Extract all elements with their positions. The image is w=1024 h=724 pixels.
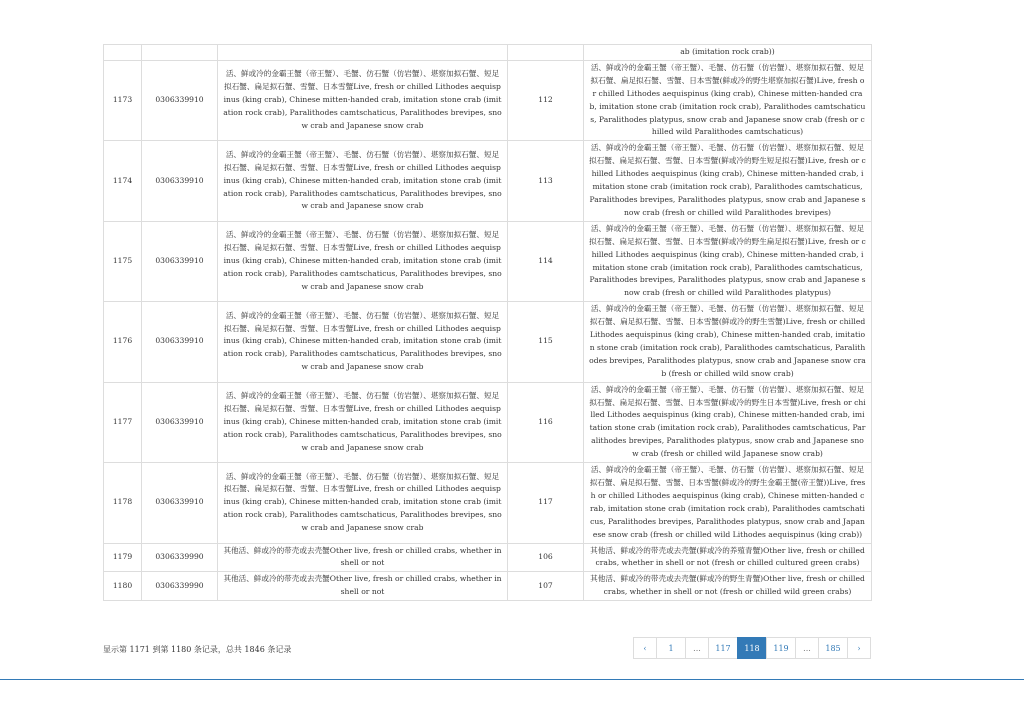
pagination-page-119[interactable]: 119 (766, 637, 796, 659)
cell-index: 1173 (104, 60, 142, 140)
cell-description: 活、鲜或冷的金霸王蟹（帝王蟹）、毛蟹、仿石蟹（仿岩蟹）、堪察加拟石蟹、短足拟石蟹、扁足拟石蟹、雪蟹、日本雪蟹Live, fresh or chilled Lithodes aequispinus (king crab), Chinese mitten-handed crab, imitation stone crab (imitation rock crab), Paralithodes camtschaticus, Paralithodes brevipes, snow crab and Japanese snow crab (218, 382, 508, 462)
cell-number (508, 45, 584, 61)
cell-number: 114 (508, 221, 584, 301)
cell-index: 1177 (104, 382, 142, 462)
cell-detail: 活、鲜或冷的金霸王蟹（帝王蟹）、毛蟹、仿石蟹（仿岩蟹）、堪察加拟石蟹、短足拟石蟹、扁足拟石蟹、雪蟹、日本雪蟹(鲜或冷的野生金霸王蟹(帝王蟹))Live, fresh or chilled Lithodes aequispinus (king crab), Chinese mitten-handed crab, imitation stone crab (imitation rock crab), Paralithodes camtschaticus, Paralithodes brevipes, Paralithodes platypus, snow crab and Japanese snow crab (fresh or chilled wild Lithodes aequispinus (king crab)) (584, 463, 872, 543)
cell-index: 1174 (104, 141, 142, 221)
table-row (104, 382, 872, 462)
cell-description: 其他活、鲜或冷的带壳或去壳蟹Other live, fresh or chilled crabs, whether in shell or not (218, 572, 508, 601)
table-row (104, 302, 872, 382)
table-row (104, 141, 872, 221)
pagination-page-1[interactable]: 1 (656, 637, 686, 659)
cell-description: 活、鲜或冷的金霸王蟹（帝王蟹）、毛蟹、仿石蟹（仿岩蟹）、堪察加拟石蟹、短足拟石蟹、扁足拟石蟹、雪蟹、日本雪蟹Live, fresh or chilled Lithodes aequispinus (king crab), Chinese mitten-handed crab, imitation stone crab (imitation rock crab), Paralithodes camtschaticus, Paralithodes brevipes, snow crab and Japanese snow crab (218, 60, 508, 140)
cell-code: 0306339910 (142, 382, 218, 462)
cell-description: 活、鲜或冷的金霸王蟹（帝王蟹）、毛蟹、仿石蟹（仿岩蟹）、堪察加拟石蟹、短足拟石蟹、扁足拟石蟹、雪蟹、日本雪蟹Live, fresh or chilled Lithodes aequispinus (king crab), Chinese mitten-handed crab, imitation stone crab (imitation rock crab), Paralithodes camtschaticus, Paralithodes brevipes, snow crab and Japanese snow crab (218, 221, 508, 301)
cell-number: 116 (508, 382, 584, 462)
table-row (104, 45, 872, 61)
cell-detail: 活、鲜或冷的金霸王蟹（帝王蟹）、毛蟹、仿石蟹（仿岩蟹）、堪察加拟石蟹、短足拟石蟹、扁足拟石蟹、雪蟹、日本雪蟹(鲜或冷的野生短足拟石蟹)Live, fresh or chilled Lithodes aequispinus (king crab), Chinese mitten-handed crab, imitation stone crab (imitation rock crab), Paralithodes camtschaticus, Paralithodes brevipes, Paralithodes platypus, snow crab and Japanese snow crab (fresh or chilled wild Paralithodes brevipes) (584, 141, 872, 221)
cell-number: 107 (508, 572, 584, 601)
cell-number: 106 (508, 543, 584, 572)
cell-code (142, 45, 218, 61)
table-row (104, 572, 872, 601)
records-table (103, 44, 872, 601)
cell-number: 112 (508, 60, 584, 140)
pagination-prev-button[interactable]: ‹ (633, 637, 657, 659)
pagination-page-118-current[interactable]: 118 (737, 637, 767, 659)
cell-code: 0306339910 (142, 463, 218, 543)
cell-code: 0306339990 (142, 572, 218, 601)
cell-description: 活、鲜或冷的金霸王蟹（帝王蟹）、毛蟹、仿石蟹（仿岩蟹）、堪察加拟石蟹、短足拟石蟹、扁足拟石蟹、雪蟹、日本雪蟹Live, fresh or chilled Lithodes aequispinus (king crab), Chinese mitten-handed crab, imitation stone crab (imitation rock crab), Paralithodes camtschaticus, Paralithodes brevipes, snow crab and Japanese snow crab (218, 302, 508, 382)
cell-index: 1176 (104, 302, 142, 382)
cell-index: 1179 (104, 543, 142, 572)
cell-description: 活、鲜或冷的金霸王蟹（帝王蟹）、毛蟹、仿石蟹（仿岩蟹）、堪察加拟石蟹、短足拟石蟹、扁足拟石蟹、雪蟹、日本雪蟹Live, fresh or chilled Lithodes aequispinus (king crab), Chinese mitten-handed crab, imitation stone crab (imitation rock crab), Paralithodes camtschaticus, Paralithodes brevipes, snow crab and Japanese snow crab (218, 463, 508, 543)
cell-number: 117 (508, 463, 584, 543)
table-row (104, 463, 872, 543)
cell-detail: ab (imitation rock crab)) (584, 45, 872, 61)
table-row (104, 60, 872, 140)
cell-code: 0306339910 (142, 141, 218, 221)
cell-number: 115 (508, 302, 584, 382)
cell-detail: 其他活、鲜或冷的带壳或去壳蟹(鲜或冷的野生青蟹)Other live, fresh or chilled crabs, whether in shell or not (fresh or chilled wild green crabs) (584, 572, 872, 601)
table-row (104, 543, 872, 572)
pagination-page-185[interactable]: 185 (818, 637, 848, 659)
cell-detail: 其他活、鲜或冷的带壳或去壳蟹(鲜或冷的养殖青蟹)Other live, fresh or chilled crabs, whether in shell or not (fresh or chilled cultured green crabs) (584, 543, 872, 572)
cell-index: 1180 (104, 572, 142, 601)
pagination (634, 637, 871, 659)
cell-description: 其他活、鲜或冷的带壳或去壳蟹Other live, fresh or chilled crabs, whether in shell or not (218, 543, 508, 572)
cell-description (218, 45, 508, 61)
table-row (104, 221, 872, 301)
cell-detail: 活、鲜或冷的金霸王蟹（帝王蟹）、毛蟹、仿石蟹（仿岩蟹）、堪察加拟石蟹、短足拟石蟹、扁足拟石蟹、雪蟹、日本雪蟹(鲜或冷的野生日本雪蟹)Live, fresh or chilled Lithodes aequispinus (king crab), Chinese mitten-handed crab, imitation stone crab (imitation rock crab), Paralithodes camtschaticus, Paralithodes brevipes, Paralithodes platypus, snow crab and Japanese snow crab (fresh or chilled wild Japanese snow crab) (584, 382, 872, 462)
cell-index: 1175 (104, 221, 142, 301)
records-summary: 显示第 1171 到第 1180 条记录，总共 1846 条记录 (103, 645, 292, 654)
pagination-ellipsis: ... (685, 637, 709, 659)
cell-code: 0306339910 (142, 221, 218, 301)
cell-detail: 活、鲜或冷的金霸王蟹（帝王蟹）、毛蟹、仿石蟹（仿岩蟹）、堪察加拟石蟹、短足拟石蟹、扁足拟石蟹、雪蟹、日本雪蟹(鲜或冷的野生雪蟹)Live, fresh or chilled Lithodes aequispinus (king crab), Chinese mitten-handed crab, imitation stone crab (imitation rock crab), Paralithodes camtschaticus, Paralithodes brevipes, Paralithodes platypus, snow crab and Japanese snow crab (fresh or chilled wild snow crab) (584, 302, 872, 382)
cell-number: 113 (508, 141, 584, 221)
pagination-next-button[interactable]: › (847, 637, 871, 659)
cell-index: 1178 (104, 463, 142, 543)
bottom-divider (0, 679, 1024, 680)
pagination-ellipsis: ... (795, 637, 819, 659)
cell-code: 0306339910 (142, 60, 218, 140)
cell-description: 活、鲜或冷的金霸王蟹（帝王蟹）、毛蟹、仿石蟹（仿岩蟹）、堪察加拟石蟹、短足拟石蟹、扁足拟石蟹、雪蟹、日本雪蟹Live, fresh or chilled Lithodes aequispinus (king crab), Chinese mitten-handed crab, imitation stone crab (imitation rock crab), Paralithodes camtschaticus, Paralithodes brevipes, snow crab and Japanese snow crab (218, 141, 508, 221)
cell-detail: 活、鲜或冷的金霸王蟹（帝王蟹）、毛蟹、仿石蟹（仿岩蟹）、堪察加拟石蟹、短足拟石蟹、扁足拟石蟹、雪蟹、日本雪蟹(鲜或冷的野生扁足拟石蟹)Live, fresh or chilled Lithodes aequispinus (king crab), Chinese mitten-handed crab, imitation stone crab (imitation rock crab), Paralithodes camtschaticus, Paralithodes brevipes, Paralithodes platypus, snow crab and Japanese snow crab (fresh or chilled wild Paralithodes platypus) (584, 221, 872, 301)
table-footer (103, 637, 871, 661)
cell-detail: 活、鲜或冷的金霸王蟹（帝王蟹）、毛蟹、仿石蟹（仿岩蟹）、堪察加拟石蟹、短足拟石蟹、扁足拟石蟹、雪蟹、日本雪蟹(鲜或冷的野生堪察加拟石蟹)Live, fresh or chilled Lithodes aequispinus (king crab), Chinese mitten-handed crab, imitation stone crab (imitation rock crab), Paralithodes camtschaticus, Paralithodes platypus, snow crab and Japanese snow crab (fresh or chilled wild Paralithodes camtschaticus) (584, 60, 872, 140)
records-table-body (104, 45, 872, 601)
cell-code: 0306339910 (142, 302, 218, 382)
pagination-page-117[interactable]: 117 (708, 637, 738, 659)
cell-code: 0306339990 (142, 543, 218, 572)
cell-index (104, 45, 142, 61)
records-table-wrapper (103, 44, 871, 601)
